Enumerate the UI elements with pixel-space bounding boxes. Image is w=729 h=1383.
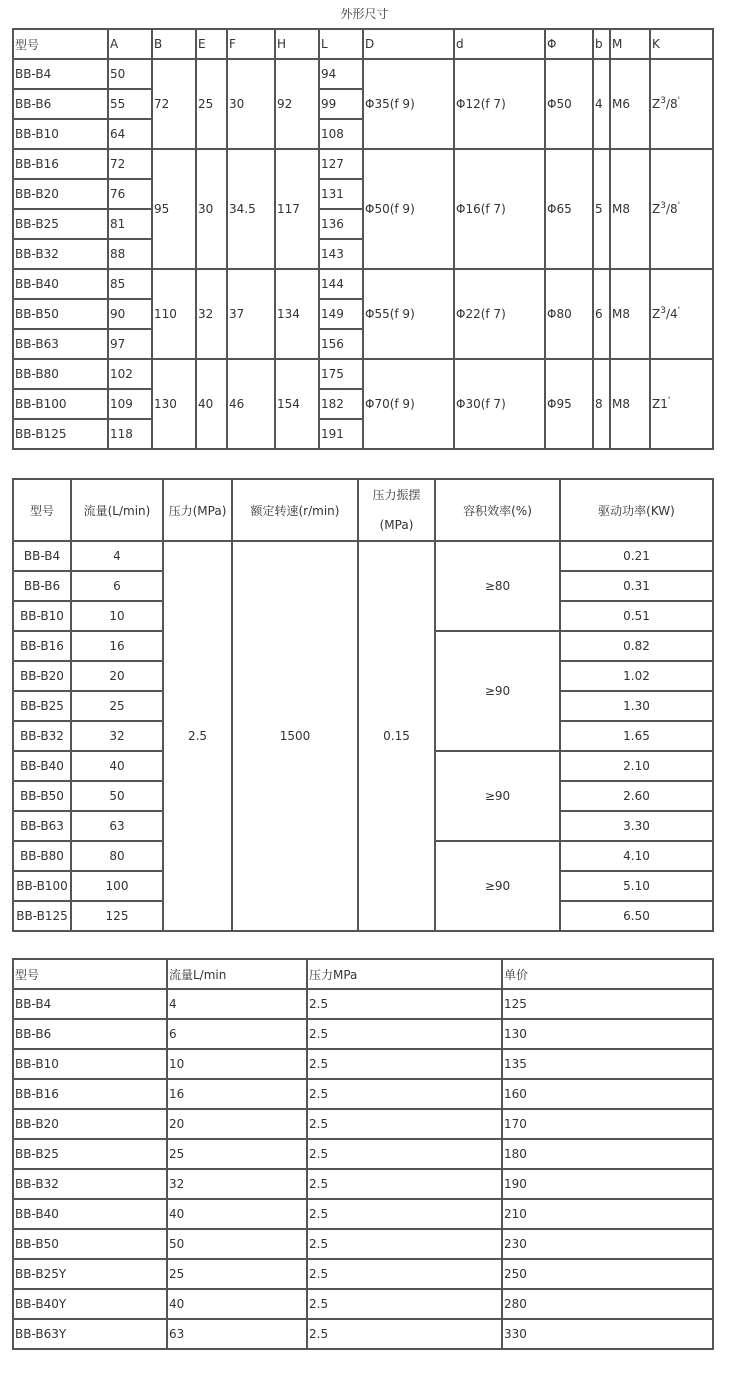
price-cell: 2.5 bbox=[307, 1169, 502, 1199]
price-cell: BB-B63Y bbox=[13, 1319, 167, 1349]
dim-h-cell: 117 bbox=[275, 149, 319, 269]
price-cell: 2.5 bbox=[307, 1319, 502, 1349]
perf-model-cell: BB-B10 bbox=[13, 601, 71, 631]
perf-power-cell: 0.51 bbox=[560, 601, 713, 631]
dim-a-cell: 118 bbox=[108, 419, 152, 449]
price-cell: 6 bbox=[167, 1019, 307, 1049]
perf-flow-cell: 40 bbox=[71, 751, 163, 781]
dim-phi-cell: Φ65 bbox=[545, 149, 593, 269]
price-cell: 135 bbox=[502, 1049, 713, 1079]
dim-b-small-cell: 8 bbox=[593, 359, 610, 449]
perf-power-cell: 4.10 bbox=[560, 841, 713, 871]
perf-power-cell: 2.60 bbox=[560, 781, 713, 811]
perf-pressure-cell: 2.5 bbox=[163, 541, 232, 931]
dim-b-cell: 95 bbox=[152, 149, 196, 269]
dim-l-cell: 94 bbox=[319, 59, 363, 89]
price-cell: 125 bbox=[502, 989, 713, 1019]
perf-header-pressure: 压力(MPa) bbox=[163, 479, 232, 541]
price-cell: BB-B10 bbox=[13, 1049, 167, 1079]
perf-pulse-cell: 0.15 bbox=[358, 541, 435, 931]
dim-a-cell: 97 bbox=[108, 329, 152, 359]
dim-small-d-cell: Φ30(f 7) bbox=[454, 359, 545, 449]
dim-model-cell: BB-B4 bbox=[13, 59, 108, 89]
dim-a-cell: 72 bbox=[108, 149, 152, 179]
price-table bbox=[12, 958, 714, 1350]
dim-header-cell: L bbox=[319, 29, 363, 59]
dim-header-row bbox=[13, 29, 713, 59]
price-cell: BB-B6 bbox=[13, 1019, 167, 1049]
dim-d-cell: Φ55(f 9) bbox=[363, 269, 454, 359]
dim-e-cell: 25 bbox=[196, 59, 227, 149]
price-cell: BB-B50 bbox=[13, 1229, 167, 1259]
perf-model-cell: BB-B50 bbox=[13, 781, 71, 811]
k-base: Z1 bbox=[652, 397, 668, 411]
perf-row bbox=[13, 541, 713, 571]
dim-l-cell: 131 bbox=[319, 179, 363, 209]
perf-flow-cell: 125 bbox=[71, 901, 163, 931]
dim-phi-cell: Φ80 bbox=[545, 269, 593, 359]
dim-l-cell: 191 bbox=[319, 419, 363, 449]
price-cell: 25 bbox=[167, 1139, 307, 1169]
perf-power-cell: 1.65 bbox=[560, 721, 713, 751]
k-prime: ' bbox=[677, 306, 681, 316]
price-cell: BB-B20 bbox=[13, 1109, 167, 1139]
dim-model-cell: BB-B125 bbox=[13, 419, 108, 449]
dim-phi-cell: Φ95 bbox=[545, 359, 593, 449]
dim-l-cell: 127 bbox=[319, 149, 363, 179]
dim-header-cell: F bbox=[227, 29, 275, 59]
dim-model-cell: BB-B6 bbox=[13, 89, 108, 119]
perf-model-cell: BB-B80 bbox=[13, 841, 71, 871]
perf-power-cell: 6.50 bbox=[560, 901, 713, 931]
price-row bbox=[13, 1139, 713, 1169]
perf-eff-cell: ≥80 bbox=[435, 541, 560, 631]
dim-b-cell: 110 bbox=[152, 269, 196, 359]
price-cell: 230 bbox=[502, 1229, 713, 1259]
price-cell: 40 bbox=[167, 1199, 307, 1229]
dim-a-cell: 88 bbox=[108, 239, 152, 269]
price-cell: BB-B40 bbox=[13, 1199, 167, 1229]
perf-power-cell: 2.10 bbox=[560, 751, 713, 781]
price-header-cell: 流量L/min bbox=[167, 959, 307, 989]
dim-b-small-cell: 6 bbox=[593, 269, 610, 359]
price-cell: BB-B16 bbox=[13, 1079, 167, 1109]
dim-a-cell: 90 bbox=[108, 299, 152, 329]
dim-l-cell: 136 bbox=[319, 209, 363, 239]
price-cell: 2.5 bbox=[307, 1019, 502, 1049]
price-cell: 330 bbox=[502, 1319, 713, 1349]
dim-model-cell: BB-B32 bbox=[13, 239, 108, 269]
price-cell: 2.5 bbox=[307, 989, 502, 1019]
dim-header-cell: M bbox=[610, 29, 650, 59]
dim-header-cell: Φ bbox=[545, 29, 593, 59]
perf-power-cell: 0.21 bbox=[560, 541, 713, 571]
perf-flow-cell: 4 bbox=[71, 541, 163, 571]
perf-header-pulse bbox=[358, 479, 435, 541]
price-header-cell: 单价 bbox=[502, 959, 713, 989]
dim-f-cell: 46 bbox=[227, 359, 275, 449]
price-cell: 2.5 bbox=[307, 1199, 502, 1229]
perf-power-cell: 1.30 bbox=[560, 691, 713, 721]
dim-l-cell: 175 bbox=[319, 359, 363, 389]
price-cell: 2.5 bbox=[307, 1109, 502, 1139]
price-row bbox=[13, 1109, 713, 1139]
perf-speed-cell: 1500 bbox=[232, 541, 358, 931]
k-mid: /8 bbox=[665, 97, 678, 111]
price-row bbox=[13, 1289, 713, 1319]
price-cell: 130 bbox=[502, 1019, 713, 1049]
dim-b-small-cell: 4 bbox=[593, 59, 610, 149]
perf-model-cell: BB-B25 bbox=[13, 691, 71, 721]
k-prime: ' bbox=[677, 201, 681, 211]
price-header-row bbox=[13, 959, 713, 989]
dim-header-cell: A bbox=[108, 29, 152, 59]
price-cell: 2.5 bbox=[307, 1079, 502, 1109]
dim-header-cell: B bbox=[152, 29, 196, 59]
dim-k-cell bbox=[650, 59, 713, 149]
dim-l-cell: 156 bbox=[319, 329, 363, 359]
price-row bbox=[13, 989, 713, 1019]
k-mid: /4 bbox=[665, 307, 678, 321]
dim-model-cell: BB-B20 bbox=[13, 179, 108, 209]
dim-m-cell: M8 bbox=[610, 149, 650, 269]
dim-k-cell bbox=[650, 359, 713, 449]
price-cell: 40 bbox=[167, 1289, 307, 1319]
dim-d-cell: Φ35(f 9) bbox=[363, 59, 454, 149]
dim-a-cell: 64 bbox=[108, 119, 152, 149]
price-row bbox=[13, 1079, 713, 1109]
dim-f-cell: 30 bbox=[227, 59, 275, 149]
perf-model-cell: BB-B100 bbox=[13, 871, 71, 901]
dim-header-cell: K bbox=[650, 29, 713, 59]
dim-a-cell: 109 bbox=[108, 389, 152, 419]
price-cell: 4 bbox=[167, 989, 307, 1019]
dim-k-cell bbox=[650, 149, 713, 269]
perf-flow-cell: 80 bbox=[71, 841, 163, 871]
price-row bbox=[13, 1169, 713, 1199]
perf-power-cell: 3.30 bbox=[560, 811, 713, 841]
price-cell: 2.5 bbox=[307, 1229, 502, 1259]
dim-model-cell: BB-B10 bbox=[13, 119, 108, 149]
dim-b-small-cell: 5 bbox=[593, 149, 610, 269]
dim-m-cell: M8 bbox=[610, 359, 650, 449]
dim-l-cell: 108 bbox=[319, 119, 363, 149]
price-cell: 20 bbox=[167, 1109, 307, 1139]
k-sup: 3 bbox=[660, 201, 666, 211]
dim-small-d-cell: Φ12(f 7) bbox=[454, 59, 545, 149]
perf-header-model: 型号 bbox=[13, 479, 71, 541]
dim-a-cell: 50 bbox=[108, 59, 152, 89]
dim-row bbox=[13, 59, 713, 89]
dim-header-cell: D bbox=[363, 29, 454, 59]
dim-h-cell: 154 bbox=[275, 359, 319, 449]
perf-model-cell: BB-B6 bbox=[13, 571, 71, 601]
k-base: Z bbox=[652, 307, 661, 321]
perf-model-cell: BB-B4 bbox=[13, 541, 71, 571]
dim-model-cell: BB-B100 bbox=[13, 389, 108, 419]
dim-l-cell: 99 bbox=[319, 89, 363, 119]
perf-flow-cell: 10 bbox=[71, 601, 163, 631]
perf-power-cell: 1.02 bbox=[560, 661, 713, 691]
perf-model-cell: BB-B32 bbox=[13, 721, 71, 751]
k-sup: 3 bbox=[660, 96, 666, 106]
k-mid: /8 bbox=[665, 202, 678, 216]
perf-header-speed: 额定转速(r/min) bbox=[232, 479, 358, 541]
perf-model-cell: BB-B40 bbox=[13, 751, 71, 781]
perf-header-flow: 流量(L/min) bbox=[71, 479, 163, 541]
price-cell: BB-B25Y bbox=[13, 1259, 167, 1289]
price-cell: 10 bbox=[167, 1049, 307, 1079]
price-cell: 2.5 bbox=[307, 1049, 502, 1079]
k-sup: 3 bbox=[660, 306, 666, 316]
price-cell: 280 bbox=[502, 1289, 713, 1319]
price-row bbox=[13, 1049, 713, 1079]
price-cell: 32 bbox=[167, 1169, 307, 1199]
price-cell: BB-B40Y bbox=[13, 1289, 167, 1319]
dim-header-cell: E bbox=[196, 29, 227, 59]
dim-model-cell: BB-B50 bbox=[13, 299, 108, 329]
dim-e-cell: 40 bbox=[196, 359, 227, 449]
price-cell: 50 bbox=[167, 1229, 307, 1259]
perf-model-cell: BB-B125 bbox=[13, 901, 71, 931]
perf-flow-cell: 63 bbox=[71, 811, 163, 841]
price-cell: BB-B32 bbox=[13, 1169, 167, 1199]
dim-d-cell: Φ50(f 9) bbox=[363, 149, 454, 269]
dim-l-cell: 182 bbox=[319, 389, 363, 419]
perf-flow-cell: 6 bbox=[71, 571, 163, 601]
k-prime: ' bbox=[677, 96, 681, 106]
dim-phi-cell: Φ50 bbox=[545, 59, 593, 149]
page-title: 外形尺寸 bbox=[340, 7, 389, 21]
dim-small-d-cell: Φ22(f 7) bbox=[454, 269, 545, 359]
perf-header-eff: 容积效率(%) bbox=[435, 479, 560, 541]
price-cell: 190 bbox=[502, 1169, 713, 1199]
price-header-cell: 型号 bbox=[13, 959, 167, 989]
price-header-cell: 压力MPa bbox=[307, 959, 502, 989]
perf-flow-cell: 20 bbox=[71, 661, 163, 691]
dim-b-cell: 72 bbox=[152, 59, 196, 149]
pulse-label: 压力振摆 bbox=[372, 488, 421, 502]
dim-header-cell: d bbox=[454, 29, 545, 59]
perf-power-cell: 5.10 bbox=[560, 871, 713, 901]
perf-flow-cell: 32 bbox=[71, 721, 163, 751]
dim-h-cell: 92 bbox=[275, 59, 319, 149]
dim-f-cell: 37 bbox=[227, 269, 275, 359]
price-cell: 180 bbox=[502, 1139, 713, 1169]
perf-power-cell: 0.82 bbox=[560, 631, 713, 661]
dim-header-cell: 型号 bbox=[13, 29, 108, 59]
price-cell: 170 bbox=[502, 1109, 713, 1139]
price-cell: 16 bbox=[167, 1079, 307, 1109]
perf-flow-cell: 100 bbox=[71, 871, 163, 901]
dim-b-cell: 130 bbox=[152, 359, 196, 449]
price-cell: 25 bbox=[167, 1259, 307, 1289]
dim-k-cell bbox=[650, 269, 713, 359]
dim-model-cell: BB-B40 bbox=[13, 269, 108, 299]
dim-m-cell: M6 bbox=[610, 59, 650, 149]
price-cell: 2.5 bbox=[307, 1139, 502, 1169]
dim-a-cell: 55 bbox=[108, 89, 152, 119]
dim-e-cell: 30 bbox=[196, 149, 227, 269]
dim-f-cell: 34.5 bbox=[227, 149, 275, 269]
dim-header-cell: H bbox=[275, 29, 319, 59]
perf-eff-cell: ≥90 bbox=[435, 751, 560, 841]
dim-model-cell: BB-B16 bbox=[13, 149, 108, 179]
dim-d-cell: Φ70(f 9) bbox=[363, 359, 454, 449]
dim-l-cell: 144 bbox=[319, 269, 363, 299]
dim-l-cell: 149 bbox=[319, 299, 363, 329]
dim-l-cell: 143 bbox=[319, 239, 363, 269]
dim-h-cell: 134 bbox=[275, 269, 319, 359]
price-cell: 2.5 bbox=[307, 1289, 502, 1319]
dim-a-cell: 76 bbox=[108, 179, 152, 209]
dim-row bbox=[13, 269, 713, 299]
dim-model-cell: BB-B63 bbox=[13, 329, 108, 359]
k-base: Z bbox=[652, 97, 661, 111]
perf-model-cell: BB-B20 bbox=[13, 661, 71, 691]
dim-a-cell: 85 bbox=[108, 269, 152, 299]
perf-header-power: 驱动功率(KW) bbox=[560, 479, 713, 541]
dimension-table bbox=[12, 28, 714, 450]
k-base: Z bbox=[652, 202, 661, 216]
perf-header-row bbox=[13, 479, 713, 541]
dim-model-cell: BB-B80 bbox=[13, 359, 108, 389]
perf-eff-cell: ≥90 bbox=[435, 631, 560, 751]
dim-row bbox=[13, 149, 713, 179]
perf-flow-cell: 25 bbox=[71, 691, 163, 721]
k-prime: ' bbox=[667, 396, 671, 406]
dim-small-d-cell: Φ16(f 7) bbox=[454, 149, 545, 269]
price-cell: 63 bbox=[167, 1319, 307, 1349]
dim-row bbox=[13, 359, 713, 389]
price-cell: BB-B4 bbox=[13, 989, 167, 1019]
price-row bbox=[13, 1319, 713, 1349]
dim-model-cell: BB-B25 bbox=[13, 209, 108, 239]
price-cell: 2.5 bbox=[307, 1259, 502, 1289]
perf-flow-cell: 16 bbox=[71, 631, 163, 661]
perf-flow-cell: 50 bbox=[71, 781, 163, 811]
dim-e-cell: 32 bbox=[196, 269, 227, 359]
price-cell: BB-B25 bbox=[13, 1139, 167, 1169]
performance-table bbox=[12, 478, 714, 932]
price-row bbox=[13, 1199, 713, 1229]
perf-model-cell: BB-B63 bbox=[13, 811, 71, 841]
perf-eff-cell: ≥90 bbox=[435, 841, 560, 931]
perf-model-cell: BB-B16 bbox=[13, 631, 71, 661]
price-cell: 160 bbox=[502, 1079, 713, 1109]
price-cell: 210 bbox=[502, 1199, 713, 1229]
dim-a-cell: 102 bbox=[108, 359, 152, 389]
dim-header-cell: b bbox=[593, 29, 610, 59]
price-row bbox=[13, 1019, 713, 1049]
price-row bbox=[13, 1229, 713, 1259]
dim-a-cell: 81 bbox=[108, 209, 152, 239]
perf-power-cell: 0.31 bbox=[560, 571, 713, 601]
dim-m-cell: M8 bbox=[610, 269, 650, 359]
price-row bbox=[13, 1259, 713, 1289]
pulse-unit: (MPa) bbox=[379, 518, 414, 532]
price-cell: 250 bbox=[502, 1259, 713, 1289]
